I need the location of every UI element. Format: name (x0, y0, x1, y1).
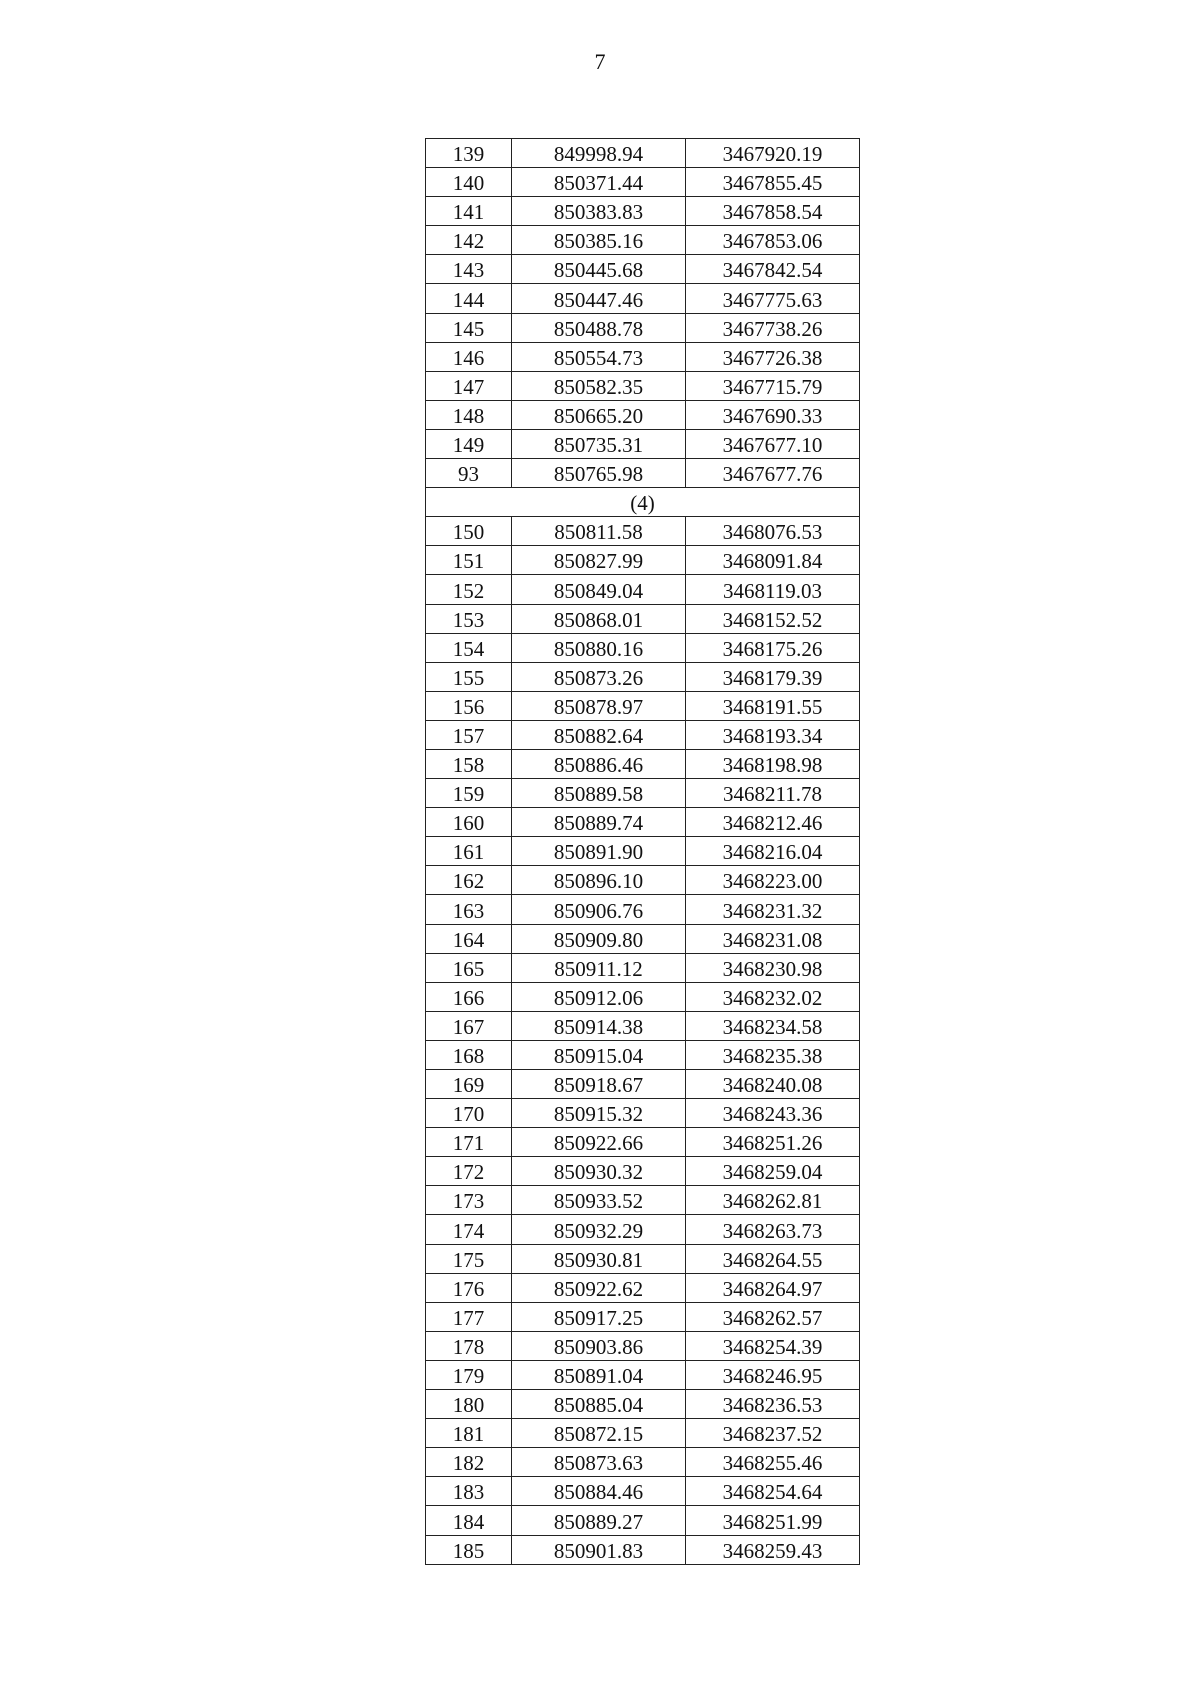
table-row (426, 197, 860, 226)
point-number-cell: 160 (426, 808, 512, 837)
point-number-cell: 155 (426, 662, 512, 691)
y-coordinate-cell: 3468263.73 (686, 1215, 860, 1244)
table-row (426, 313, 860, 342)
point-number-cell: 147 (426, 371, 512, 400)
x-coordinate-cell: 849998.94 (512, 139, 686, 168)
table-row (426, 1506, 860, 1535)
table-row (426, 1244, 860, 1273)
x-coordinate-cell: 850891.04 (512, 1360, 686, 1389)
x-coordinate-cell: 850901.83 (512, 1535, 686, 1564)
y-coordinate-cell: 3467726.38 (686, 342, 860, 371)
y-coordinate-cell: 3468231.08 (686, 924, 860, 953)
x-coordinate-cell: 850896.10 (512, 866, 686, 895)
table-row (426, 837, 860, 866)
y-coordinate-cell: 3468193.34 (686, 720, 860, 749)
table-row (426, 1128, 860, 1157)
point-number-cell: 180 (426, 1390, 512, 1419)
point-number-cell: 167 (426, 1011, 512, 1040)
table-row (426, 604, 860, 633)
point-number-cell: 163 (426, 895, 512, 924)
table-row (426, 1390, 860, 1419)
x-coordinate-cell: 850827.99 (512, 546, 686, 575)
y-coordinate-cell: 3467920.19 (686, 139, 860, 168)
y-coordinate-cell: 3467677.76 (686, 459, 860, 488)
point-number-cell: 184 (426, 1506, 512, 1535)
x-coordinate-cell: 850912.06 (512, 982, 686, 1011)
y-coordinate-cell: 3468231.32 (686, 895, 860, 924)
y-coordinate-cell: 3467842.54 (686, 255, 860, 284)
page-number: 7 (594, 49, 606, 74)
y-coordinate-cell: 3467690.33 (686, 400, 860, 429)
y-coordinate-cell: 3468259.04 (686, 1157, 860, 1186)
table-row (426, 953, 860, 982)
table-row (426, 1360, 860, 1389)
x-coordinate-cell: 850922.62 (512, 1273, 686, 1302)
point-number-cell: 175 (426, 1244, 512, 1273)
table-row (426, 168, 860, 197)
point-number-cell: 146 (426, 342, 512, 371)
y-coordinate-cell: 3468175.26 (686, 633, 860, 662)
table-row (426, 255, 860, 284)
x-coordinate-cell: 850911.12 (512, 953, 686, 982)
point-number-cell: 154 (426, 633, 512, 662)
x-coordinate-cell: 850909.80 (512, 924, 686, 953)
y-coordinate-cell: 3468235.38 (686, 1040, 860, 1069)
table-row (426, 342, 860, 371)
y-coordinate-cell: 3468076.53 (686, 517, 860, 546)
y-coordinate-cell: 3467858.54 (686, 197, 860, 226)
x-coordinate-cell: 850872.15 (512, 1419, 686, 1448)
x-coordinate-cell: 850917.25 (512, 1302, 686, 1331)
table-row (426, 139, 860, 168)
x-coordinate-cell: 850868.01 (512, 604, 686, 633)
y-coordinate-cell: 3468152.52 (686, 604, 860, 633)
table-row (426, 982, 860, 1011)
x-coordinate-cell: 850665.20 (512, 400, 686, 429)
point-number-cell: 182 (426, 1448, 512, 1477)
point-number-cell: 161 (426, 837, 512, 866)
point-number-cell: 144 (426, 284, 512, 313)
y-coordinate-cell: 3468234.58 (686, 1011, 860, 1040)
table-row (426, 866, 860, 895)
y-coordinate-cell: 3468264.55 (686, 1244, 860, 1273)
y-coordinate-cell: 3468262.57 (686, 1302, 860, 1331)
point-number-cell: 164 (426, 924, 512, 953)
x-coordinate-cell: 850880.16 (512, 633, 686, 662)
point-number-cell: 179 (426, 1360, 512, 1389)
point-number-cell: 166 (426, 982, 512, 1011)
point-number-cell: 158 (426, 749, 512, 778)
table-row (426, 517, 860, 546)
y-coordinate-cell: 3468216.04 (686, 837, 860, 866)
x-coordinate-cell: 850385.16 (512, 226, 686, 255)
table-row (426, 1273, 860, 1302)
x-coordinate-cell: 850906.76 (512, 895, 686, 924)
x-coordinate-cell: 850371.44 (512, 168, 686, 197)
y-coordinate-cell: 3468191.55 (686, 691, 860, 720)
x-coordinate-cell: 850915.32 (512, 1099, 686, 1128)
point-number-cell: 145 (426, 313, 512, 342)
table-row (426, 1186, 860, 1215)
x-coordinate-cell: 850873.63 (512, 1448, 686, 1477)
y-coordinate-cell: 3468211.78 (686, 779, 860, 808)
x-coordinate-cell: 850891.90 (512, 837, 686, 866)
point-number-cell: 93 (426, 459, 512, 488)
table-row (426, 1331, 860, 1360)
x-coordinate-cell: 850884.46 (512, 1477, 686, 1506)
y-coordinate-cell: 3468254.64 (686, 1477, 860, 1506)
x-coordinate-cell: 850882.64 (512, 720, 686, 749)
y-coordinate-cell: 3468232.02 (686, 982, 860, 1011)
point-number-cell: 157 (426, 720, 512, 749)
point-number-cell: 156 (426, 691, 512, 720)
x-coordinate-cell: 850918.67 (512, 1070, 686, 1099)
table-row (426, 546, 860, 575)
table-row (426, 1448, 860, 1477)
coordinate-table (425, 138, 860, 1565)
section-label: (4) (426, 488, 860, 517)
y-coordinate-cell: 3468259.43 (686, 1535, 860, 1564)
table-row (426, 400, 860, 429)
x-coordinate-cell: 850930.32 (512, 1157, 686, 1186)
section-label-row (426, 488, 860, 517)
y-coordinate-cell: 3467855.45 (686, 168, 860, 197)
x-coordinate-cell: 850447.46 (512, 284, 686, 313)
table-row (426, 924, 860, 953)
point-number-cell: 152 (426, 575, 512, 604)
y-coordinate-cell: 3468255.46 (686, 1448, 860, 1477)
x-coordinate-cell: 850383.83 (512, 197, 686, 226)
x-coordinate-cell: 850915.04 (512, 1040, 686, 1069)
y-coordinate-cell: 3468264.97 (686, 1273, 860, 1302)
table-row (426, 1040, 860, 1069)
point-number-cell: 171 (426, 1128, 512, 1157)
point-number-cell: 140 (426, 168, 512, 197)
x-coordinate-cell: 850922.66 (512, 1128, 686, 1157)
x-coordinate-cell: 850914.38 (512, 1011, 686, 1040)
y-coordinate-cell: 3467775.63 (686, 284, 860, 313)
table-row (426, 662, 860, 691)
coordinate-table-body (426, 139, 860, 1565)
x-coordinate-cell: 850885.04 (512, 1390, 686, 1419)
table-row (426, 1419, 860, 1448)
table-row (426, 1302, 860, 1331)
point-number-cell: 142 (426, 226, 512, 255)
y-coordinate-cell: 3468119.03 (686, 575, 860, 604)
table-row (426, 371, 860, 400)
x-coordinate-cell: 850889.58 (512, 779, 686, 808)
point-number-cell: 143 (426, 255, 512, 284)
x-coordinate-cell: 850811.58 (512, 517, 686, 546)
y-coordinate-cell: 3468237.52 (686, 1419, 860, 1448)
table-row (426, 1157, 860, 1186)
x-coordinate-cell: 850889.74 (512, 808, 686, 837)
point-number-cell: 185 (426, 1535, 512, 1564)
point-number-cell: 169 (426, 1070, 512, 1099)
x-coordinate-cell: 850582.35 (512, 371, 686, 400)
point-number-cell: 172 (426, 1157, 512, 1186)
table-row (426, 633, 860, 662)
table-row (426, 1070, 860, 1099)
x-coordinate-cell: 850933.52 (512, 1186, 686, 1215)
y-coordinate-cell: 3468246.95 (686, 1360, 860, 1389)
x-coordinate-cell: 850903.86 (512, 1331, 686, 1360)
x-coordinate-cell: 850849.04 (512, 575, 686, 604)
point-number-cell: 150 (426, 517, 512, 546)
point-number-cell: 178 (426, 1331, 512, 1360)
y-coordinate-cell: 3468236.53 (686, 1390, 860, 1419)
table-row (426, 1011, 860, 1040)
table-row (426, 1535, 860, 1564)
point-number-cell: 153 (426, 604, 512, 633)
point-number-cell: 176 (426, 1273, 512, 1302)
x-coordinate-cell: 850554.73 (512, 342, 686, 371)
table-row (426, 720, 860, 749)
x-coordinate-cell: 850765.98 (512, 459, 686, 488)
point-number-cell: 139 (426, 139, 512, 168)
x-coordinate-cell: 850445.68 (512, 255, 686, 284)
point-number-cell: 159 (426, 779, 512, 808)
y-coordinate-cell: 3468179.39 (686, 662, 860, 691)
point-number-cell: 141 (426, 197, 512, 226)
y-coordinate-cell: 3468262.81 (686, 1186, 860, 1215)
y-coordinate-cell: 3468091.84 (686, 546, 860, 575)
y-coordinate-cell: 3468212.46 (686, 808, 860, 837)
table-row (426, 749, 860, 778)
y-coordinate-cell: 3468198.98 (686, 749, 860, 778)
point-number-cell: 165 (426, 953, 512, 982)
point-number-cell: 162 (426, 866, 512, 895)
table-row (426, 1099, 860, 1128)
table-row (426, 808, 860, 837)
y-coordinate-cell: 3468230.98 (686, 953, 860, 982)
table-row (426, 284, 860, 313)
y-coordinate-cell: 3467715.79 (686, 371, 860, 400)
point-number-cell: 170 (426, 1099, 512, 1128)
point-number-cell: 183 (426, 1477, 512, 1506)
y-coordinate-cell: 3468223.00 (686, 866, 860, 895)
point-number-cell: 173 (426, 1186, 512, 1215)
x-coordinate-cell: 850886.46 (512, 749, 686, 778)
x-coordinate-cell: 850488.78 (512, 313, 686, 342)
y-coordinate-cell: 3468251.99 (686, 1506, 860, 1535)
y-coordinate-cell: 3467853.06 (686, 226, 860, 255)
y-coordinate-cell: 3467677.10 (686, 429, 860, 458)
x-coordinate-cell: 850889.27 (512, 1506, 686, 1535)
table-row (426, 1477, 860, 1506)
point-number-cell: 148 (426, 400, 512, 429)
table-row (426, 575, 860, 604)
y-coordinate-cell: 3468240.08 (686, 1070, 860, 1099)
point-number-cell: 151 (426, 546, 512, 575)
table-row (426, 429, 860, 458)
point-number-cell: 168 (426, 1040, 512, 1069)
x-coordinate-cell: 850930.81 (512, 1244, 686, 1273)
y-coordinate-cell: 3467738.26 (686, 313, 860, 342)
y-coordinate-cell: 3468243.36 (686, 1099, 860, 1128)
table-row (426, 691, 860, 720)
x-coordinate-cell: 850735.31 (512, 429, 686, 458)
point-number-cell: 177 (426, 1302, 512, 1331)
table-row (426, 459, 860, 488)
point-number-cell: 149 (426, 429, 512, 458)
point-number-cell: 174 (426, 1215, 512, 1244)
x-coordinate-cell: 850878.97 (512, 691, 686, 720)
y-coordinate-cell: 3468254.39 (686, 1331, 860, 1360)
table-row (426, 895, 860, 924)
point-number-cell: 181 (426, 1419, 512, 1448)
table-row (426, 779, 860, 808)
x-coordinate-cell: 850873.26 (512, 662, 686, 691)
x-coordinate-cell: 850932.29 (512, 1215, 686, 1244)
y-coordinate-cell: 3468251.26 (686, 1128, 860, 1157)
table-row (426, 226, 860, 255)
table-row (426, 1215, 860, 1244)
